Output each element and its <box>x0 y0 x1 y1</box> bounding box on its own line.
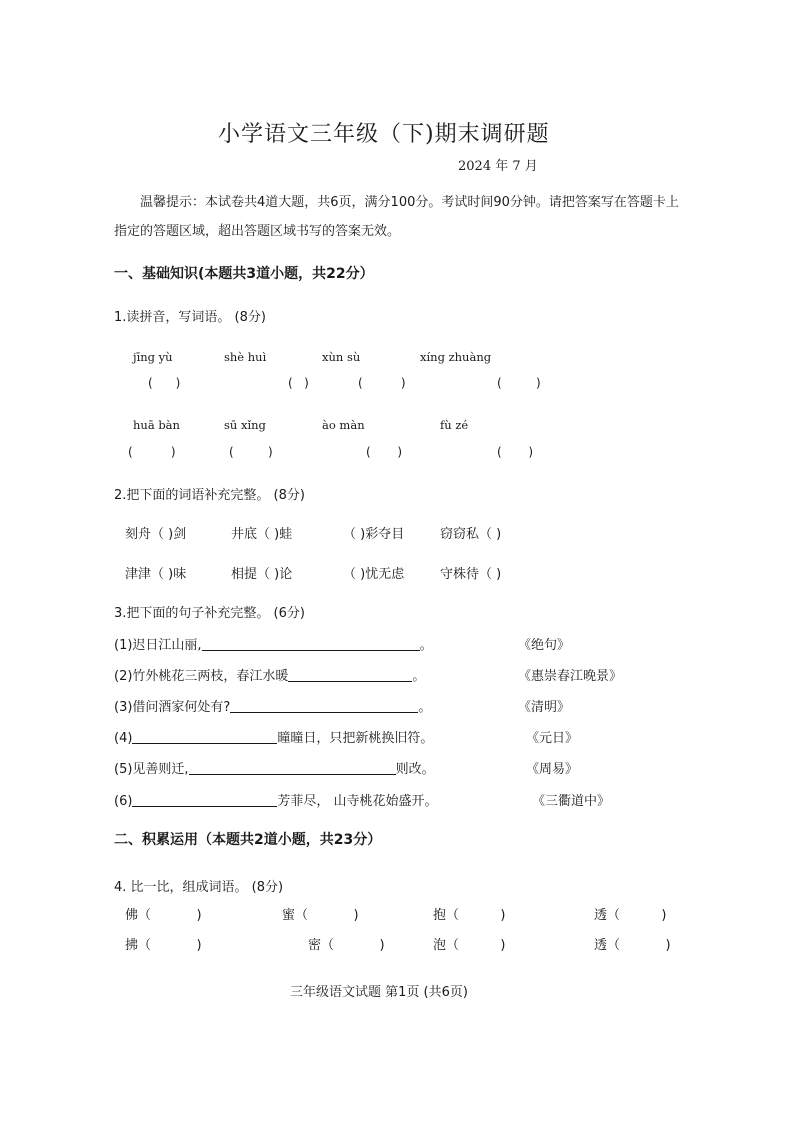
poem-line-pre: (4) <box>114 731 133 746</box>
poem-line-pre: (3)借问酒家何处有? <box>114 700 231 715</box>
fill-blank[interactable] <box>132 792 277 807</box>
pinyin-item: sū xǐng <box>224 418 266 432</box>
fill-blank[interactable] <box>230 698 418 713</box>
question-1-prompt: 1.读拼音，写词语。 (8分) <box>114 310 266 325</box>
poem-line <box>114 665 425 684</box>
poem-line <box>114 758 435 777</box>
poem-line-pre: (6) <box>114 794 133 809</box>
poem-line-pre: (2)竹外桃花三两枝，春江水暖 <box>114 669 289 684</box>
pinyin-item: fù zé <box>440 418 469 432</box>
answer-blank[interactable]: ( ) <box>497 445 534 459</box>
poem-line-post: 曈曈日，只把新桃换旧符。 <box>277 731 434 746</box>
fill-blank[interactable] <box>189 760 396 775</box>
pinyin-item: xùn sù <box>322 350 361 364</box>
question-4-prompt: 4. 比一比，组成词语。 (8分) <box>114 880 284 895</box>
pinyin-item: ào màn <box>322 418 365 432</box>
answer-blank[interactable]: ( ) <box>288 376 309 390</box>
poem-line-post: 。 <box>412 669 426 684</box>
compare-char: 拂（ <box>125 938 152 953</box>
idiom-item[interactable]: 窃窃私（ ) <box>440 527 502 542</box>
poem-line-post: 。 <box>419 638 433 653</box>
answer-blank[interactable]: ( ) <box>128 445 176 459</box>
poem-source: 《惠崇春江晚景》 <box>518 669 623 684</box>
answer-blank[interactable]: ( ) <box>148 376 181 390</box>
poem-line <box>114 634 433 653</box>
answer-blank[interactable]: ( ) <box>229 445 273 459</box>
exam-date: 2024 年 7 月 <box>458 159 538 174</box>
poem-line-post: 。 <box>418 700 432 715</box>
compare-char: 透（ <box>594 938 621 953</box>
poem-line <box>114 727 433 746</box>
poem-source: 《元日》 <box>526 731 579 746</box>
notice-text: 温馨提示：本试卷共4道大题，共6页，满分100分。考试时间90分钟。请把答案写在答题卡上指定的答题区域，超出答题区域书写的答案无效。 <box>114 195 679 239</box>
compare-item[interactable]: 拂（ ) <box>125 938 202 953</box>
compare-item[interactable]: 佛（ ) <box>125 908 202 923</box>
compare-item[interactable]: 密（ ) <box>308 938 385 953</box>
question-2-prompt: 2.把下面的词语补充完整。 (8分) <box>114 488 305 503</box>
compare-char: 佛（ <box>125 908 152 923</box>
poem-line-post: 芳菲尽， 山寺桃花始盛开。 <box>277 794 438 809</box>
idiom-item[interactable]: （ )忧无虑 <box>343 567 405 582</box>
compare-char: 密（ <box>308 938 335 953</box>
idiom-item[interactable]: 相提（ )论 <box>231 567 293 582</box>
poem-line-pre: (5)见善则迁, <box>114 762 189 777</box>
poem-line <box>114 790 438 809</box>
compare-item[interactable]: 泡（ ) <box>433 938 506 953</box>
pinyin-item: xíng zhuàng <box>420 350 492 364</box>
compare-char: 透（ <box>594 908 621 923</box>
pinyin-item: huā bàn <box>133 418 180 432</box>
poem-line-post: 则改。 <box>395 762 435 777</box>
page-footer: 三年级语文试题 第1页 (共6页) <box>290 985 468 1000</box>
answer-blank[interactable]: ( ) <box>358 376 406 390</box>
compare-item[interactable]: 透（ ) <box>594 908 667 923</box>
idiom-item[interactable]: 井底（ )蛙 <box>231 527 293 542</box>
answer-blank[interactable]: ( ) <box>366 445 403 459</box>
poem-line <box>114 696 431 715</box>
answer-blank[interactable]: ( ) <box>497 376 541 390</box>
fill-blank[interactable] <box>288 667 412 682</box>
fill-blank[interactable] <box>132 729 277 744</box>
idiom-item[interactable]: 刻舟（ )剑 <box>125 527 187 542</box>
page-title: 小学语文三年级（下)期末调研题 <box>218 122 550 147</box>
question-3-prompt: 3.把下面的句子补充完整。 (6分) <box>114 606 305 621</box>
pinyin-item: shè huì <box>224 350 267 364</box>
pinyin-item: jīng yù <box>133 350 173 364</box>
compare-item[interactable]: 抱（ ) <box>433 908 506 923</box>
section-1-heading: 一、基础知识(本题共3道小题，共22分） <box>114 266 374 282</box>
compare-item[interactable]: 透（ ) <box>594 938 671 953</box>
idiom-item[interactable]: 守株待（ ) <box>440 567 502 582</box>
compare-char: 泡（ <box>433 938 460 953</box>
fill-blank[interactable] <box>202 636 420 651</box>
poem-source: 《三衢道中》 <box>532 794 611 809</box>
compare-char: 抱（ <box>433 908 460 923</box>
compare-char: 蜜（ <box>282 908 309 923</box>
poem-source: 《周易》 <box>526 762 579 777</box>
compare-item[interactable]: 蜜（ ) <box>282 908 359 923</box>
idiom-item[interactable]: （ )彩夺目 <box>343 527 405 542</box>
idiom-item[interactable]: 津津（ )味 <box>125 567 187 582</box>
poem-source: 《清明》 <box>518 700 571 715</box>
poem-line-pre: (1)迟日江山丽, <box>114 638 202 653</box>
poem-source: 《绝句》 <box>518 638 571 653</box>
section-2-heading: 二、积累运用（本题共2道小题，共23分） <box>114 832 382 848</box>
